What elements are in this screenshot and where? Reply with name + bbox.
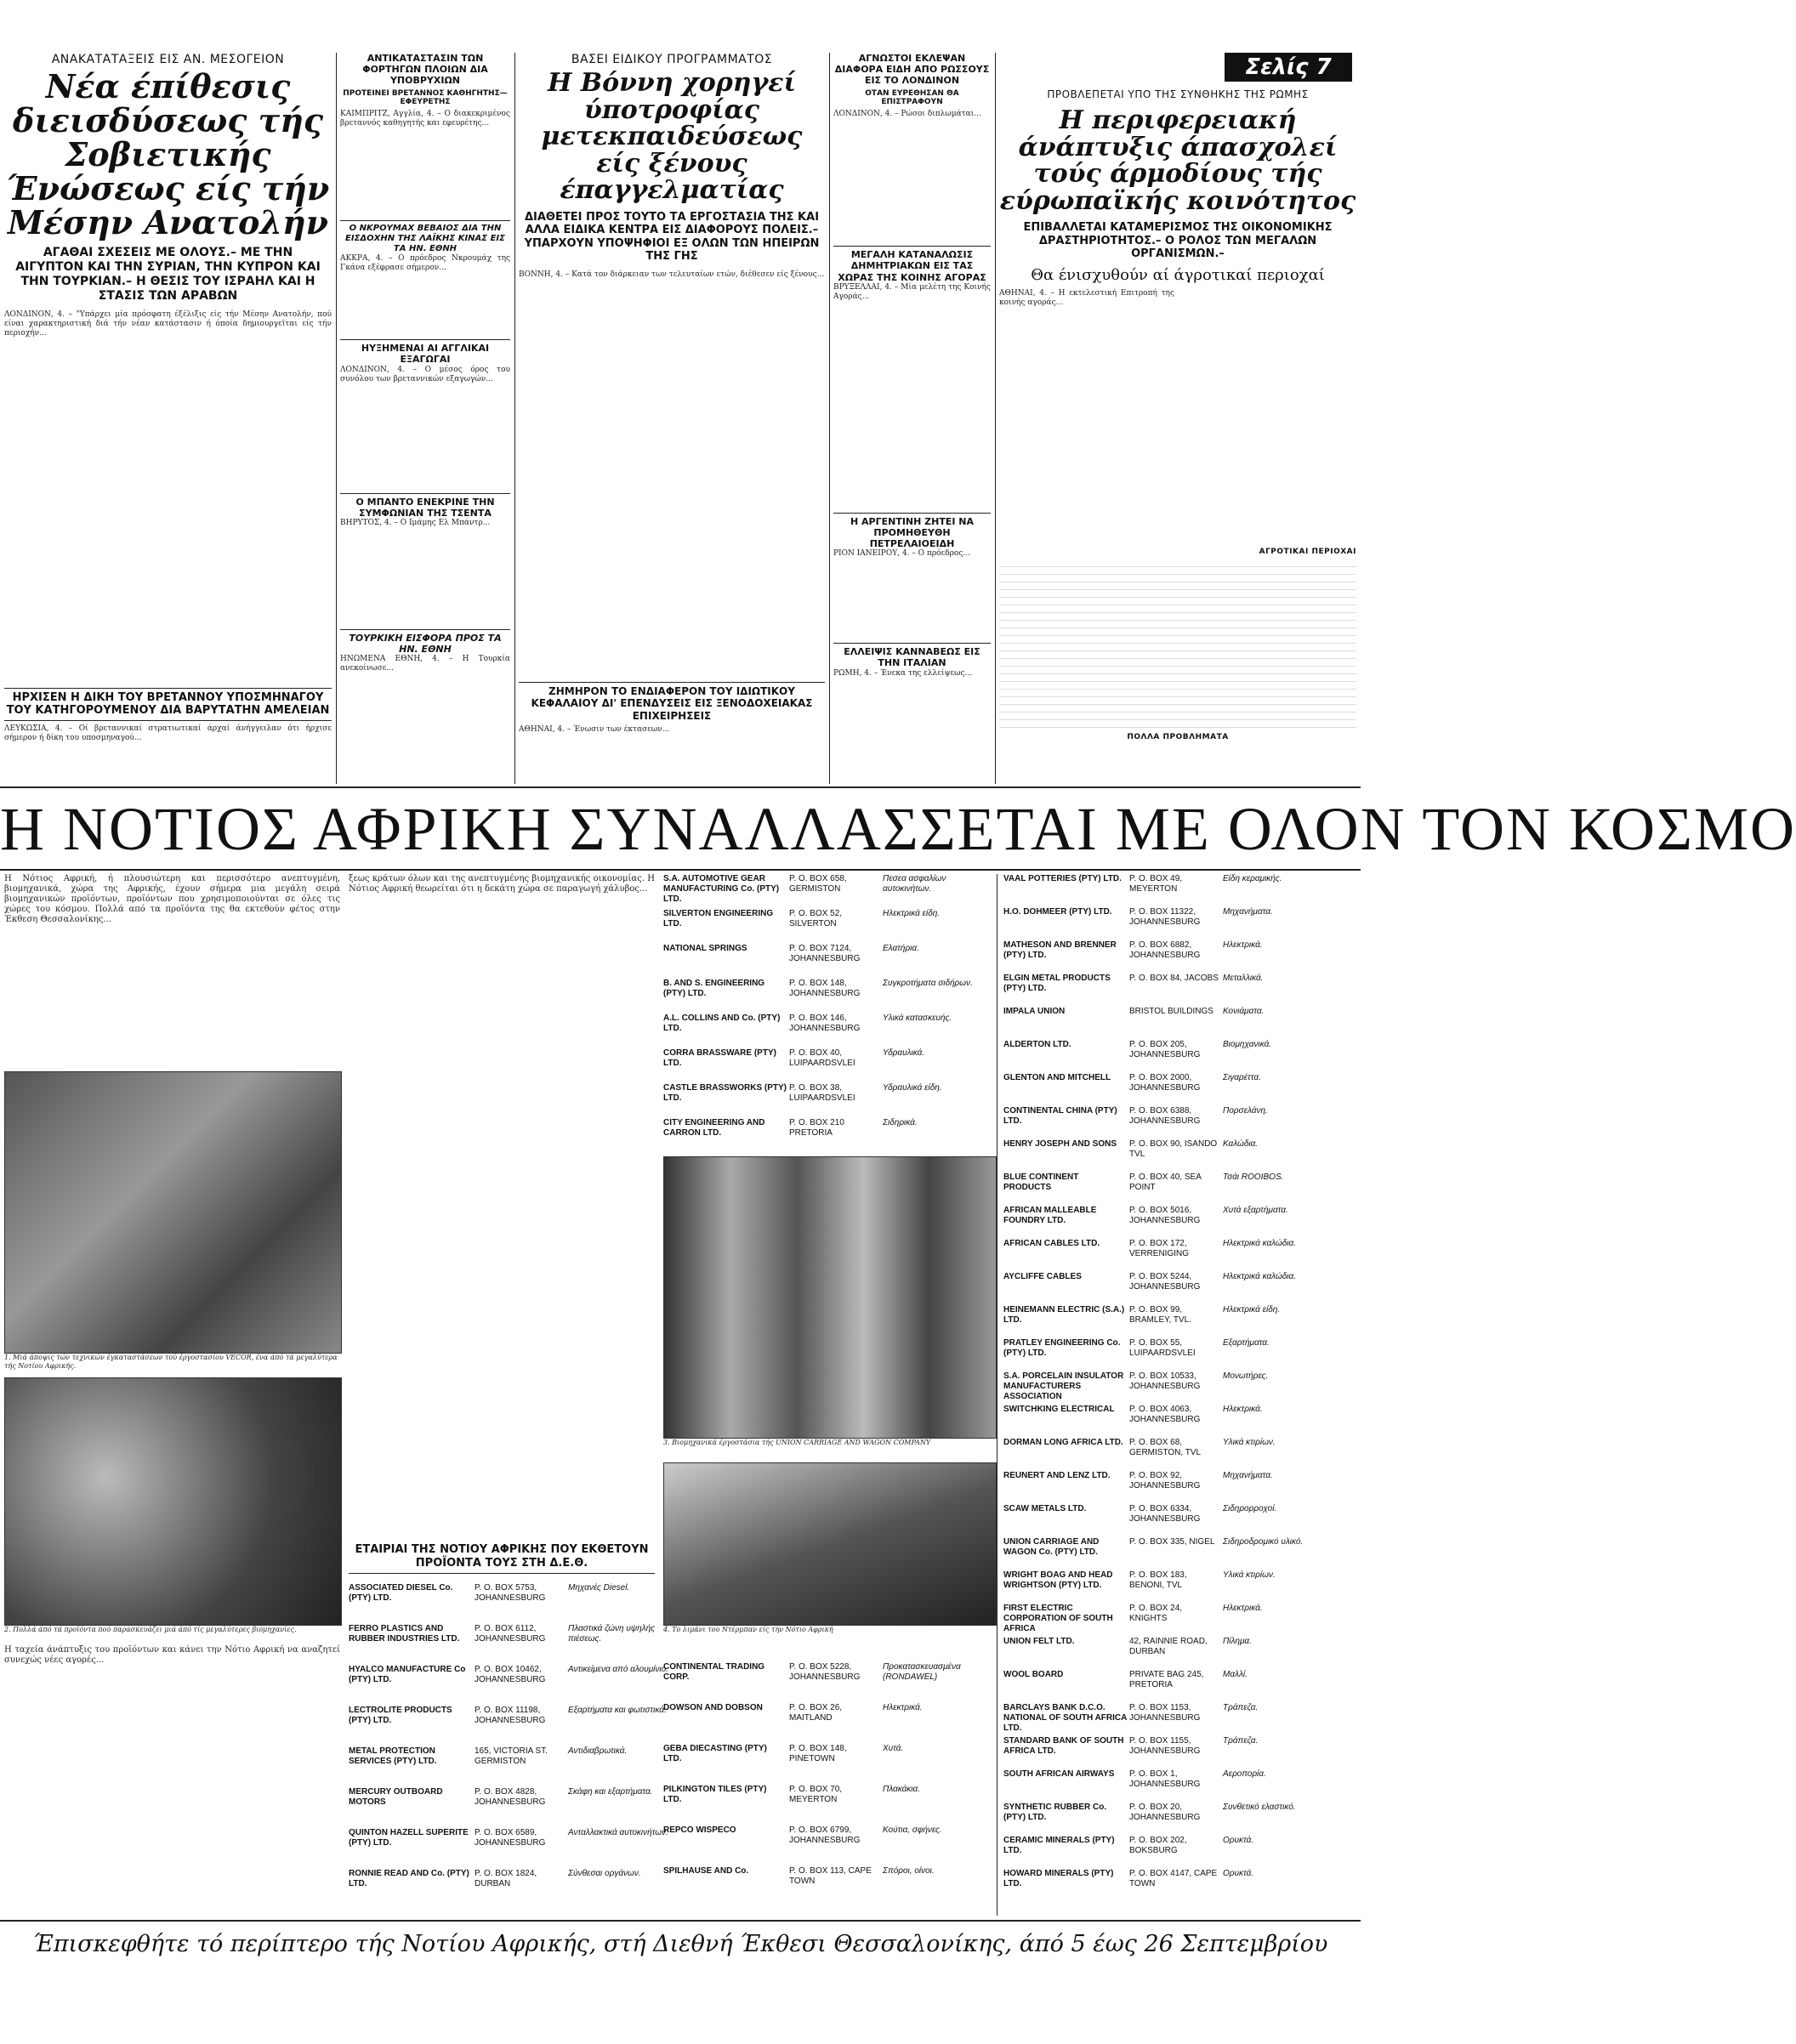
company-row bbox=[663, 1825, 986, 1866]
company-row bbox=[1003, 1405, 1356, 1438]
company-products: Μαλλί. bbox=[1223, 1670, 1248, 1679]
company-row bbox=[1003, 874, 1356, 907]
company-name: DORMAN LONG AFRICA LTD. bbox=[1003, 1438, 1123, 1447]
banner-headline: Η ΝΟΤΙΟΣ ΑΦΡΙΚΗ ΣΥΝΑΛΛΑΣΣΕΤΑΙ ΜΕ ΟΛΟΝ ΤΟΝ ΚΟΣΜΟ bbox=[0, 795, 1796, 863]
brief-head-3: ΗΥΞΗΜΕΝΑΙ ΑΙ ΑΓΓΛΙΚΑΙ ΕΞΑΓΩΓΑΙ bbox=[340, 339, 510, 365]
company-row bbox=[663, 1662, 986, 1703]
company-address: P. O. BOX 5244, JOHANNESBURG bbox=[1129, 1272, 1201, 1292]
company-name: BARCLAYS BANK D.C.O. NATIONAL OF SOUTH AFRICA LTD. bbox=[1003, 1703, 1127, 1733]
company-row bbox=[1003, 907, 1356, 940]
caption-4: 4. Το λιμάνι του Ντέρμπαν είς την Νότιο Αφρική bbox=[663, 1626, 833, 1633]
company-row bbox=[1003, 1106, 1356, 1139]
headline: Νέα έπίθεσις διεισδύσεως τής Σοβιετικής Ένώσεως είς τήν Μέσην Ανατολήν bbox=[6, 67, 330, 241]
company-products: Σιδηροδρομικό υλικό. bbox=[1223, 1537, 1304, 1547]
article-eec bbox=[999, 53, 1356, 784]
company-row bbox=[1003, 1073, 1356, 1106]
company-row bbox=[663, 1866, 986, 1907]
subhead: ΔΙΑΘΕΤΕΙ ΠΡΟΣ ΤΟΥΤΟ ΤΑ ΕΡΓΟΣΤΑΣΙΑ ΤΗΣ ΚΑΙ ΑΛΛΑ ΕΙΔΙΚΑ ΚΕΝΤΡΑ ΕΙΣ ΔΙΑΦΟΡΟΥΣ ΠΟΛΕΙΣ.– ΥΠΑΡΧΟΥΝ ΥΠΟΨΗΦΙΟΙ ΕΞ ΟΛΩΝ ΤΩΝ ΗΠΕΙΡΩΝ ΤΗΣ ΓΗΣ bbox=[524, 210, 820, 264]
column-briefs-2 bbox=[833, 53, 991, 784]
company-name: RONNIE READ AND Co. (PTY) LTD. bbox=[349, 1869, 469, 1888]
company-name: BLUE CONTINENT PRODUCTS bbox=[1003, 1172, 1079, 1192]
company-name: IMPALA UNION bbox=[1003, 1007, 1066, 1016]
company-products: Υδραυλικά. bbox=[883, 1048, 925, 1058]
company-row bbox=[1003, 1504, 1356, 1537]
company-products: Ορυκτά. bbox=[1223, 1869, 1254, 1878]
company-address: P. O. BOX 90, ISANDO TVL bbox=[1129, 1139, 1218, 1159]
company-row bbox=[663, 874, 986, 909]
subhead-2: ΗΡΧΙΣΕΝ Η ΔΙΚΗ ΤΟΥ ΒΡΕΤΑΝΝΟΥ ΥΠΟΣΜΗΝΑΓΟΥ ΤΟΥ ΚΑΤΗΓΟΡΟΥΜΕΝΟΥ ΔΙΑ ΒΑΡΥΤΑΤΗΝ ΑΜΕΛΕΙΑΝ bbox=[4, 688, 332, 721]
company-row bbox=[663, 1118, 986, 1153]
brief-body-3: ΡΙΟΝ ΙΑΝΕΙΡΟΥ, 4. – Ο πρόεδρος... bbox=[833, 549, 970, 559]
company-name: S.A. PORCELAIN INSULATOR MANUFACTURERS ASSOCIATION bbox=[1003, 1371, 1124, 1401]
company-name: AFRICAN CABLES LTD. bbox=[1003, 1239, 1100, 1248]
company-name: S.A. AUTOMOTIVE GEAR MANUFACTURING Co. (PTY) LTD. bbox=[663, 874, 780, 904]
company-products: Προκατασκευασμένα (RONDAWEL) bbox=[883, 1662, 961, 1682]
company-name: AYCLIFFE CABLES bbox=[1003, 1272, 1082, 1281]
company-name: CORRA BRASSWARE (PTY) LTD. bbox=[663, 1048, 776, 1068]
body-2: ΛΕΥΚΩΣΙΑ, 4. – Οί βρεταννικαί στρατιωτικαί άρχαί άνήγγειλαν ότι ήρχισε σήμερον ή δίκη του υποσμηναγού... bbox=[4, 724, 332, 742]
brief-head-2: Ο ΝΚΡΟΥΜΑΧ ΒΕΒΑΙΟΣ ΔΙΑ ΤΗΝ ΕΙΣΔΟΧΗΝ ΤΗΣ ΛΑΪΚΗΣ ΚΙΝΑΣ ΕΙΣ ΤΑ ΗΝ. ΕΘΝΗ bbox=[340, 220, 510, 254]
company-address: P. O. BOX 6388, JOHANNESBURG bbox=[1129, 1106, 1201, 1126]
company-list-d bbox=[1003, 874, 1356, 1916]
brief-sub-1: ΠΡΟΤΕΙΝΕΙ ΒΡΕΤΑΝΝΟΣ ΚΑΘΗΓΗΤΗΣ—ΕΦΕΥΡΕΤΗΣ bbox=[343, 88, 508, 107]
company-products: Ηλεκτρικά είδη. bbox=[883, 909, 941, 918]
company-row bbox=[1003, 974, 1356, 1007]
company-row bbox=[1003, 1769, 1356, 1803]
company-name: MERCURY OUTBOARD MOTORS bbox=[349, 1787, 443, 1807]
company-name: HENRY JOSEPH AND SONS bbox=[1003, 1139, 1117, 1149]
company-name: GEBA DIECASTING (PTY) LTD. bbox=[663, 1744, 767, 1763]
company-name: UNION CARRIAGE AND WAGON Co. (PTY) LTD. bbox=[1003, 1537, 1100, 1557]
company-row bbox=[349, 1665, 672, 1706]
company-products: Συγκροτήματα σιδήρων. bbox=[883, 979, 973, 988]
company-products: Μονωτήρες. bbox=[1223, 1371, 1269, 1381]
company-address: P. O. BOX 335, NIGEL bbox=[1129, 1537, 1215, 1547]
company-row bbox=[1003, 1371, 1356, 1405]
company-name: CASTLE BRASSWORKS (PTY) LTD. bbox=[663, 1083, 787, 1103]
company-row bbox=[1003, 1604, 1356, 1637]
company-row bbox=[1003, 1139, 1356, 1172]
company-products: Πλακάκια. bbox=[883, 1785, 921, 1794]
company-products: Πεσεα ασφαλίων αυτοκινήτων. bbox=[883, 874, 946, 894]
company-row bbox=[349, 1869, 672, 1910]
company-address: P. O. BOX 10462, JOHANNESBURG bbox=[475, 1665, 546, 1684]
company-row bbox=[1003, 1438, 1356, 1471]
company-name: HEINEMANN ELECTRIC (S.A.) LTD. bbox=[1003, 1305, 1125, 1325]
company-address: P. O. BOX 1155, JOHANNESBURG bbox=[1129, 1736, 1201, 1756]
company-name: DOWSON AND DOBSON bbox=[663, 1703, 763, 1712]
company-products: Κούτια, σφήνες. bbox=[883, 1825, 942, 1835]
brief-head-4: Ο ΜΠΑΝΤΟ ΕΝΕΚΡΙΝΕ ΤΗΝ ΣΥΜΦΩΝΙΑΝ ΤΗΣ ΤΣΕΝΤΑ bbox=[340, 493, 510, 519]
company-name: NATIONAL SPRINGS bbox=[663, 944, 747, 953]
company-products: Ορυκτά. bbox=[1223, 1836, 1254, 1845]
brief-body-3: ΛΟΝΔΙΝΟΝ, 4. – Ο μέσος όρος του συνόλου των βρεταννικών εξαγωγών... bbox=[340, 365, 510, 383]
company-products: Ηλεκτρικά. bbox=[1223, 1604, 1263, 1613]
company-address: P. O. BOX 6589, JOHANNESBURG bbox=[475, 1828, 546, 1848]
company-address: P. O. BOX 113, CAPE TOWN bbox=[789, 1866, 872, 1886]
company-name: METAL PROTECTION SERVICES (PTY) LTD. bbox=[349, 1746, 437, 1766]
company-row bbox=[1003, 1670, 1356, 1703]
company-name: MATHESON AND BRENNER (PTY) LTD. bbox=[1003, 940, 1117, 960]
company-name: UNION FELT LTD. bbox=[1003, 1637, 1075, 1646]
kicker: ΒΑΣΕΙ ΕΙΔΙΚΟΥ ΠΡΟΓΡΑΜΜΑΤΟΣ bbox=[571, 53, 773, 66]
company-address: P. O. BOX 658, GERMISTON bbox=[789, 874, 847, 894]
caption-2: 2. Πολλά άπό τά προϊόντα πού παρασκευάζει μιά άπό τίς μεγαλύτερες βιομηχανίες. bbox=[4, 1626, 297, 1633]
company-products: Ηλεκτρικά. bbox=[1223, 940, 1263, 950]
company-name: CITY ENGINEERING AND CARRON LTD. bbox=[663, 1118, 765, 1138]
company-address: P. O. BOX 6882, JOHANNESBURG bbox=[1129, 940, 1201, 960]
photo-products bbox=[4, 1377, 342, 1626]
body: ΛΟΝΔΙΝΟΝ, 4. – "Υπάρχει μία πρόσφατη έξέλιξις είς τήν Μέσην Ανατολήν, πού είναι χαρακτηριστική διά τήν νέαν κατάστασιν ή όποία δημιουργεϊται είς τήν περιοχήν... bbox=[4, 309, 332, 338]
company-products: Σιγαρέττα. bbox=[1223, 1073, 1261, 1082]
brief-head-3: Η ΑΡΓΕΝΤΙΝΗ ΖΗΤΕΙ ΝΑ ΠΡΟΜΗΘΕΥΘΗ ΠΕΤΡΕΛΑΙΟΕΙΔΗ bbox=[833, 513, 991, 550]
company-address: P. O. BOX 84, JACOBS bbox=[1129, 974, 1219, 983]
company-products: Ηλεκτρικά καλώδια. bbox=[1223, 1272, 1296, 1281]
company-address: PRIVATE BAG 245, PRETORIA bbox=[1129, 1670, 1204, 1689]
company-address: P. O. BOX 6112, JOHANNESBURG bbox=[475, 1624, 546, 1644]
company-row bbox=[663, 1744, 986, 1785]
company-address: P. O. BOX 205, JOHANNESBURG bbox=[1129, 1040, 1201, 1059]
company-name: HYALCO MANUFACTURE Co (PTY) LTD. bbox=[349, 1665, 466, 1684]
company-address: P. O. BOX 148, PINETOWN bbox=[789, 1744, 847, 1763]
company-name: REPCO WISPECO bbox=[663, 1825, 736, 1835]
body-2: ΑΘΗΝΑΙ, 4. – Ένωσιν των έκτασεων... bbox=[519, 725, 670, 735]
company-products: Μηχανές Diesel. bbox=[568, 1583, 630, 1593]
company-list-a bbox=[349, 1583, 672, 1915]
company-row bbox=[663, 944, 986, 979]
brief-head-1: ΑΓΝΩΣΤΟΙ ΕΚΛΕΨΑΝ ΔΙΑΦΟΡΑ ΕΙΔΗ ΑΠΟ ΡΩΣΣΟΥΣ ΕΙΣ ΤΟ ΛΟΝΔΙΝΟΝ bbox=[834, 53, 990, 87]
company-products: Καλώδια. bbox=[1223, 1139, 1259, 1149]
company-products: Υλικά κτιρίων. bbox=[1223, 1438, 1276, 1447]
company-address: P. O. BOX 11198, JOHANNESBURG bbox=[475, 1706, 546, 1725]
company-address: P. O. BOX 99, BRAMLEY, TVL. bbox=[1129, 1305, 1191, 1325]
photo-wagons bbox=[663, 1156, 997, 1439]
company-row bbox=[349, 1828, 672, 1869]
company-products: Πίλημα. bbox=[1223, 1637, 1252, 1646]
company-name: FERRO PLASTICS AND RUBBER INDUSTRIES LTD. bbox=[349, 1624, 460, 1644]
company-row bbox=[663, 1703, 986, 1744]
company-products: Μεταλλικά. bbox=[1223, 974, 1264, 983]
box-body bbox=[999, 559, 1356, 730]
company-address: P. O. BOX 172, VERRENIGING bbox=[1129, 1239, 1190, 1258]
brief-body-2: ΒΡΥΞΕΛΛΑΙ, 4. – Μία μελέτη της Κοινής Αγοράς... bbox=[833, 282, 991, 301]
column-briefs bbox=[340, 53, 510, 784]
company-products: Τσάι ROOIBOS. bbox=[1223, 1172, 1284, 1182]
company-name: ELGIN METAL PRODUCTS (PTY) LTD. bbox=[1003, 974, 1111, 993]
company-address: P. O. BOX 6799, JOHANNESBURG bbox=[789, 1825, 861, 1845]
brief-body-2: ΑΚΚΡΑ, 4. – Ο πρόεδρος Νκρουμάχ της Γκάνα εξέφρασε σήμερον... bbox=[340, 254, 510, 273]
company-name: PILKINGTON TILES (PTY) LTD. bbox=[663, 1785, 767, 1804]
company-row bbox=[1003, 1338, 1356, 1371]
brief-body-4: ΡΩΜΗ, 4. – Ένεκα της ελλείψεως... bbox=[833, 668, 973, 678]
subhead-2: Θα ένισχυθούν αί άγροτικαί περιοχαί bbox=[1031, 265, 1325, 284]
company-products: Κονιάματα. bbox=[1223, 1007, 1265, 1016]
company-list-b bbox=[663, 874, 986, 1155]
company-name: SCAW METALS LTD. bbox=[1003, 1504, 1087, 1513]
company-address: P. O. BOX 148, JOHANNESBURG bbox=[789, 979, 861, 998]
company-row bbox=[1003, 1007, 1356, 1040]
company-products: Τράπεζα. bbox=[1223, 1703, 1259, 1712]
company-address: P. O. BOX 1153, JOHANNESBURG bbox=[1129, 1703, 1201, 1723]
sa-body-left-2: Η ταχεία άνάπτυξις του προϊόντων και κάνει την Νότιο Αφρική να αναζητεί συνεχώς νέες αγορές... bbox=[4, 1645, 340, 1665]
company-products: Υλικά κατασκευής. bbox=[883, 1013, 952, 1023]
sa-body-left: Η Νότιος Αφρική, ή πλουσιώτερη και περισσότερο ανεπτυγμένη, βιομηχανικά, χώρα της Αφρικής, έχουν σήμερα μια μεγάλη σειρά βιομηχανικών προϊόντων, προϊόντων που χρησιμοποιούνται σε όλες τις χώρες του κόσμου. Πολλά από τα προϊόντα της θα εκτεθούν φέτος στην Έκθεση Θεσσαλονίκης... bbox=[4, 874, 340, 924]
brief-head-2: ΜΕΓΑΛΗ ΚΑΤΑΝΑΛΩΣΙΣ ΔΗΜΗΤΡΙΑΚΩΝ ΕΙΣ ΤΑΣ ΧΩΡΑΣ ΤΗΣ ΚΟΙΝΗΣ ΑΓΟΡΑΣ bbox=[833, 246, 991, 283]
company-products: Σιδηρορροχοί. bbox=[1223, 1504, 1277, 1513]
company-row bbox=[349, 1706, 672, 1746]
company-address: P. O. BOX 68, GERMISTON, TVL bbox=[1129, 1438, 1202, 1457]
company-address: P. O. BOX 38, LUIPAARDSVLEI bbox=[789, 1083, 855, 1103]
article-bonn bbox=[519, 53, 825, 784]
company-products: Εξαρτήματα. bbox=[1223, 1338, 1270, 1348]
company-products: Ηλεκτρικά καλώδια. bbox=[1223, 1239, 1296, 1248]
company-address: P. O. BOX 26, MAITLAND bbox=[789, 1703, 843, 1723]
company-list-title: ΕΤΑΙΡΙΑΙ ΤΗΣ ΝΟΤΙΟΥ ΑΦΡΙΚΗΣ ΠΟΥ ΕΚΘΕΤΟΥΝ ΠΡΟΪΟΝΤΑ ΤΟΥΣ ΣΤΗ Δ.Ε.Θ. bbox=[349, 1543, 655, 1574]
company-address: P. O. BOX 210 PRETORIA bbox=[789, 1118, 844, 1138]
company-products: Πορσελάνη. bbox=[1223, 1106, 1268, 1116]
photo-harbour bbox=[663, 1462, 997, 1626]
company-address: P. O. BOX 202, BOKSBURG bbox=[1129, 1836, 1187, 1855]
company-products: Σύνθεσαι οργάνων. bbox=[568, 1869, 641, 1878]
brief-body-5: ΗΝΩΜΕΝΑ ΕΘΝΗ, 4. – Η Τουρκία ανεκοίνωσε... bbox=[340, 655, 510, 673]
company-products: Χυτά εξαρτήματα. bbox=[1223, 1206, 1288, 1215]
company-products: Σπόροι, οίνοι. bbox=[883, 1866, 935, 1876]
company-address: P. O. BOX 4828, JOHANNESBURG bbox=[475, 1787, 546, 1807]
subhead-2: ΖΗΜΗΡΟΝ ΤΟ ΕΝΔΙΑΦΕΡΟΝ ΤΟΥ ΙΔΙΩΤΙΚΟΥ ΚΕΦΑΛΑΙΟΥ ΔΙ' ΕΠΕΝΔΥΣΕΙΣ ΕΙΣ ΞΕΝΟΔΟΧΕΙΑΚΑΣ ΕΠΙΧΕΙΡΗΣΕΙΣ bbox=[519, 682, 825, 722]
company-products: Υδραυλικά είδη. bbox=[883, 1083, 942, 1093]
company-row bbox=[349, 1787, 672, 1828]
body: ΒΟΝΝΗ, 4. – Κατά τον διάρκειαν των τελευταίων ετών, διέθεσεν είς ξένους... bbox=[519, 270, 825, 279]
company-row bbox=[663, 1785, 986, 1825]
company-address: P. O. BOX 49, MEYERTON bbox=[1129, 874, 1183, 894]
company-products: Υλικά κτιρίων. bbox=[1223, 1570, 1276, 1580]
brief-body-1: ΚΑΙΜΠΡΙΤΖ, Αγγλία, 4. – Ο διακεκριμένος βρεταννός καθηγητής και εφευρέτης... bbox=[340, 110, 510, 128]
company-address: P. O. BOX 20, JOHANNESBURG bbox=[1129, 1803, 1201, 1822]
subhead: ΕΠΙΒΑΛΛΕΤΑΙ ΚΑΤΑΜΕΡΙΣΜΟΣ ΤΗΣ ΟΙΚΟΝΟΜΙΚΗΣ ΔΡΑΣΤΗΡΙΟΤΗΤΟΣ.– Ο ΡΟΛΟΣ ΤΩΝ ΜΕΓΑΛΩΝ ΟΡΓΑΝΙΣΜΩΝ.– bbox=[1023, 221, 1333, 261]
company-row bbox=[1003, 1537, 1356, 1570]
company-address: P. O. BOX 70, MEYERTON bbox=[789, 1785, 843, 1804]
company-row bbox=[1003, 1305, 1356, 1338]
company-name: REUNERT AND LENZ LTD. bbox=[1003, 1471, 1111, 1480]
company-name: ALDERTON LTD. bbox=[1003, 1040, 1071, 1049]
company-address: P. O. BOX 1824, DURBAN bbox=[475, 1869, 537, 1888]
company-address: P. O. BOX 183, BENONI, TVL bbox=[1129, 1570, 1187, 1590]
company-address: P. O. BOX 52, SILVERTON bbox=[789, 909, 843, 928]
company-name: WRIGHT BOAG AND HEAD WRIGHTSON (PTY) LTD. bbox=[1003, 1570, 1113, 1590]
company-products: Ελατήρια. bbox=[883, 944, 919, 953]
company-products: Σιδηρικά. bbox=[883, 1118, 918, 1127]
company-address: P. O. BOX 10533, JOHANNESBURG bbox=[1129, 1371, 1201, 1391]
caption-1: 1. Μιά άποψις τών τεχνικών έγκαταστάσεων τού έργοστασίου VECOR, ένα άπό τά μεγαλύτερα τής Νοτίου Αφρικής. bbox=[4, 1354, 338, 1370]
headline: Η Βόννη χορηγεί ύποτροφίας μετεκπαιδεύσεως είς ξένους έπαγγελματίας bbox=[541, 68, 803, 205]
company-address: P. O. BOX 4147, CAPE TOWN bbox=[1129, 1869, 1218, 1888]
company-name: SWITCHKING ELECTRICAL bbox=[1003, 1405, 1115, 1414]
company-row bbox=[663, 909, 986, 944]
company-name: PRATLEY ENGINEERING Co. (PTY) LTD. bbox=[1003, 1338, 1121, 1358]
company-products: Αντικείμενα από αλουμίνιο. bbox=[568, 1665, 668, 1674]
company-name: QUINTON HAZELL SUPERITE (PTY) LTD. bbox=[349, 1828, 469, 1848]
company-list-c bbox=[663, 1662, 986, 1917]
company-name: CONTINENTAL TRADING CORP. bbox=[663, 1662, 765, 1682]
footer-banner: Έπισκεφθήτε τό περίπτερο τής Νοτίου Αφρικής, στή Διεθνή Έκθεσι Θεσσαλονίκης, άπό 5 έως 26 Σεπτεμβρίου bbox=[32, 1931, 1328, 1957]
company-name: VAAL POTTERIES (PTY) LTD. bbox=[1003, 874, 1122, 883]
brief-sub-1: ΟΤΑΝ ΕΥΡΕΘΗΣΑΝ ΘΑ ΕΠΙΣΤΡΑΦΟΥΝ bbox=[865, 88, 959, 107]
company-address: P. O. BOX 5753, JOHANNESBURG bbox=[475, 1583, 546, 1603]
company-row bbox=[663, 1013, 986, 1048]
company-row bbox=[1003, 940, 1356, 974]
company-name: H.O. DOHMEER (PTY) LTD. bbox=[1003, 907, 1112, 917]
company-row bbox=[349, 1746, 672, 1787]
company-products: Μηχανήματα. bbox=[1223, 1471, 1273, 1480]
company-name: SOUTH AFRICAN AIRWAYS bbox=[1003, 1769, 1115, 1779]
company-row bbox=[1003, 1637, 1356, 1670]
company-row bbox=[1003, 1869, 1356, 1902]
company-address: 42, RAINNIE ROAD, DURBAN bbox=[1129, 1637, 1208, 1656]
company-address: P. O. BOX 55, LUIPAARDSVLEI bbox=[1129, 1338, 1196, 1358]
company-row bbox=[1003, 1172, 1356, 1206]
company-name: SILVERTON ENGINEERING LTD. bbox=[663, 909, 774, 928]
company-address: P. O. BOX 5228, JOHANNESBURG bbox=[789, 1662, 861, 1682]
company-address: P. O. BOX 40, LUIPAARDSVLEI bbox=[789, 1048, 855, 1068]
company-address: BRISTOL BUILDINGS bbox=[1129, 1007, 1213, 1016]
company-row bbox=[1003, 1040, 1356, 1073]
kicker: ΠΡΟΒΛΕΠΕΤΑΙ ΥΠΟ ΤΗΣ ΣΥΝΘΗΚΗΣ ΤΗΣ ΡΩΜΗΣ bbox=[1047, 88, 1309, 100]
company-products: Είδη κεραμικής. bbox=[1223, 874, 1282, 883]
company-name: WOOL BOARD bbox=[1003, 1670, 1064, 1679]
sa-body-mid: ξεως κράτων όλων και της ανεπτυγμένης βιομηχανικής οικονομίας. Η Νότιος Αφρική θεωρείται ότι η δεκάτη χώρα σε παραγωγή χάλυβος... bbox=[349, 874, 655, 894]
brief-body-4: ΒΗΡΥΤΟΣ, 4. – Ο Ιμάμης Ελ Μπάντρ... bbox=[340, 518, 491, 527]
company-address: P. O. BOX 2000, JOHANNESBURG bbox=[1129, 1073, 1201, 1093]
page-logo: Σελίς 7 bbox=[1225, 53, 1352, 82]
body: ΑΘΗΝΑΙ, 4. – Η εκτελεστική Επιτροπή της κοινής αγοράς... bbox=[999, 288, 1174, 307]
company-row bbox=[1003, 1570, 1356, 1604]
company-products: Μηχανήματα. bbox=[1223, 907, 1273, 917]
company-address: P. O. BOX 24, KNIGHTS bbox=[1129, 1604, 1183, 1623]
company-row bbox=[349, 1583, 672, 1624]
company-products: Σκάφη και εξαρτήματα. bbox=[568, 1787, 653, 1797]
company-products: Ηλεκτρικά. bbox=[1223, 1405, 1263, 1414]
company-products: Ηλεκτρικά. bbox=[883, 1703, 923, 1712]
brief-head-4: ΕΛΛΕΙΨΙΣ ΚΑΝΝΑΒΕΩΣ ΕΙΣ ΤΗΝ ΙΤΑΛΙΑΝ bbox=[833, 643, 991, 668]
company-name: AFRICAN MALLEABLE FOUNDRY LTD. bbox=[1003, 1206, 1097, 1225]
company-row bbox=[1003, 1803, 1356, 1836]
company-name: A.L. COLLINS AND Co. (PTY) LTD. bbox=[663, 1013, 781, 1033]
box-title: ΑΓΡΟΤΙΚΑΙ ΠΕΡΙΟΧΑΙ bbox=[1259, 547, 1356, 556]
brief-head-5: ΤΟΥΡΚΙΚΗ ΕΙΣΦΟΡΑ ΠΡΟΣ ΤΑ ΗΝ. ΕΘΝΗ bbox=[340, 629, 510, 655]
company-products: Πλαστικά ζώνη υψηλής πιέσεως. bbox=[568, 1624, 655, 1644]
company-name: SYNTHETIC RUBBER Co. (PTY) LTD. bbox=[1003, 1803, 1107, 1822]
company-name: GLENTON AND MITCHELL bbox=[1003, 1073, 1111, 1082]
company-row bbox=[1003, 1836, 1356, 1869]
company-address: P. O. BOX 6334, JOHANNESBURG bbox=[1129, 1504, 1201, 1524]
photo-factory bbox=[4, 1071, 342, 1354]
brief-body-1: ΛΟΝΔΙΝΟΝ, 4. – Ρώσοι διπλωμάται... bbox=[833, 110, 981, 119]
company-products: Χυτά. bbox=[883, 1744, 904, 1753]
company-address: P. O. BOX 4063, JOHANNESBURG bbox=[1129, 1405, 1201, 1424]
company-row bbox=[1003, 1736, 1356, 1769]
company-products: Αεροπορία. bbox=[1223, 1769, 1266, 1779]
company-row bbox=[1003, 1239, 1356, 1272]
company-address: P. O. BOX 7124, JOHANNESBURG bbox=[789, 944, 861, 963]
caption-3: 3. Βιομηχανικά έργοστάσια τής UNION CARRIAGE AND WAGON COMPANY bbox=[663, 1439, 931, 1446]
company-name: SPILHAUSE AND Co. bbox=[663, 1866, 749, 1876]
company-name: HOWARD MINERALS (PTY) LTD. bbox=[1003, 1869, 1114, 1888]
company-products: Ανταλλακτικά αυτοκινήτων. bbox=[568, 1828, 668, 1837]
company-row bbox=[663, 979, 986, 1013]
company-address: P. O. BOX 92, JOHANNESBURG bbox=[1129, 1471, 1201, 1490]
company-name: LECTROLITE PRODUCTS (PTY) LTD. bbox=[349, 1706, 452, 1725]
company-name: FIRST ELECTRIC CORPORATION OF SOUTH AFRICA bbox=[1003, 1604, 1113, 1633]
company-products: Αντιδιαβρωτικά. bbox=[568, 1746, 628, 1756]
company-products: Συνθετικό ελαστικό. bbox=[1223, 1803, 1296, 1812]
company-row bbox=[1003, 1471, 1356, 1504]
company-row bbox=[349, 1624, 672, 1665]
company-row bbox=[663, 1083, 986, 1118]
company-products: Τράπεζα. bbox=[1223, 1736, 1259, 1746]
headline: Η περιφερειακή άνάπτυξις άπασχολεί τούς άρμοδίους τής εύρωπαϊκής κοινότητος bbox=[999, 105, 1356, 216]
kicker: ΑΝΑΚΑΤΑΤΑΞΕΙΣ ΕΙΣ ΑΝ. ΜΕΣΟΓΕΙΟΝ bbox=[51, 53, 285, 66]
company-row bbox=[1003, 1272, 1356, 1305]
company-name: STANDARD BANK OF SOUTH AFRICA LTD. bbox=[1003, 1736, 1124, 1756]
company-row bbox=[1003, 1206, 1356, 1239]
subhead: ΑΓΑΘΑΙ ΣΧΕΣΕΙΣ ΜΕ ΟΛΟΥΣ.– ΜΕ ΤΗΝ ΑΙΓΥΠΤΟΝ ΚΑΙ ΤΗΝ ΣΥΡΙΑΝ, ΤΗΝ ΚΥΠΡΟΝ ΚΑΙ ΤΗΝ ΤΟΥΡΚΙΑΝ.– Η ΘΕΣΙΣ ΤΟΥ ΙΣΡΑΗΛ ΚΑΙ Η ΣΤΑΣΙΣ ΤΩΝ ΑΡΑΒΩΝ bbox=[15, 246, 321, 303]
company-products: Ηλεκτρικά είδη. bbox=[1223, 1305, 1281, 1314]
company-products: Βιομηχανικά. bbox=[1223, 1040, 1272, 1049]
box2-title: ΠΟΛΛΑ ΠΡΟΒΛΗΜΑΤΑ bbox=[1127, 732, 1229, 741]
company-address: P. O. BOX 1, JOHANNESBURG bbox=[1129, 1769, 1201, 1789]
company-name: B. AND S. ENGINEERING (PTY) LTD. bbox=[663, 979, 765, 998]
company-name: ASSOCIATED DIESEL Co. (PTY) LTD. bbox=[349, 1583, 453, 1603]
company-address: P. O. BOX 40, SEA POINT bbox=[1129, 1172, 1202, 1192]
company-name: CERAMIC MINERALS (PTY) LTD. bbox=[1003, 1836, 1115, 1855]
article-soviet bbox=[4, 53, 332, 784]
company-name: CONTINENTAL CHINA (PTY) LTD. bbox=[1003, 1106, 1117, 1126]
company-address: P. O. BOX 11322, JOHANNESBURG bbox=[1129, 907, 1201, 927]
company-row bbox=[1003, 1703, 1356, 1736]
brief-head-1: ΑΝΤΙΚΑΤΑΣΤΑΣΙΝ ΤΩΝ ΦΟΡΤΗΓΩΝ ΠΛΟΙΩΝ ΔΙΑ ΥΠΟΒΡΥΧΙΩΝ bbox=[362, 53, 488, 87]
company-address: 165, VICTORIA ST. GERMISTON bbox=[475, 1746, 548, 1766]
company-products: Εξαρτήματα και φωτιστικά. bbox=[568, 1706, 667, 1715]
company-address: P. O. BOX 146, JOHANNESBURG bbox=[789, 1013, 861, 1033]
company-row bbox=[663, 1048, 986, 1083]
company-address: P. O. BOX 5016, JOHANNESBURG bbox=[1129, 1206, 1201, 1225]
